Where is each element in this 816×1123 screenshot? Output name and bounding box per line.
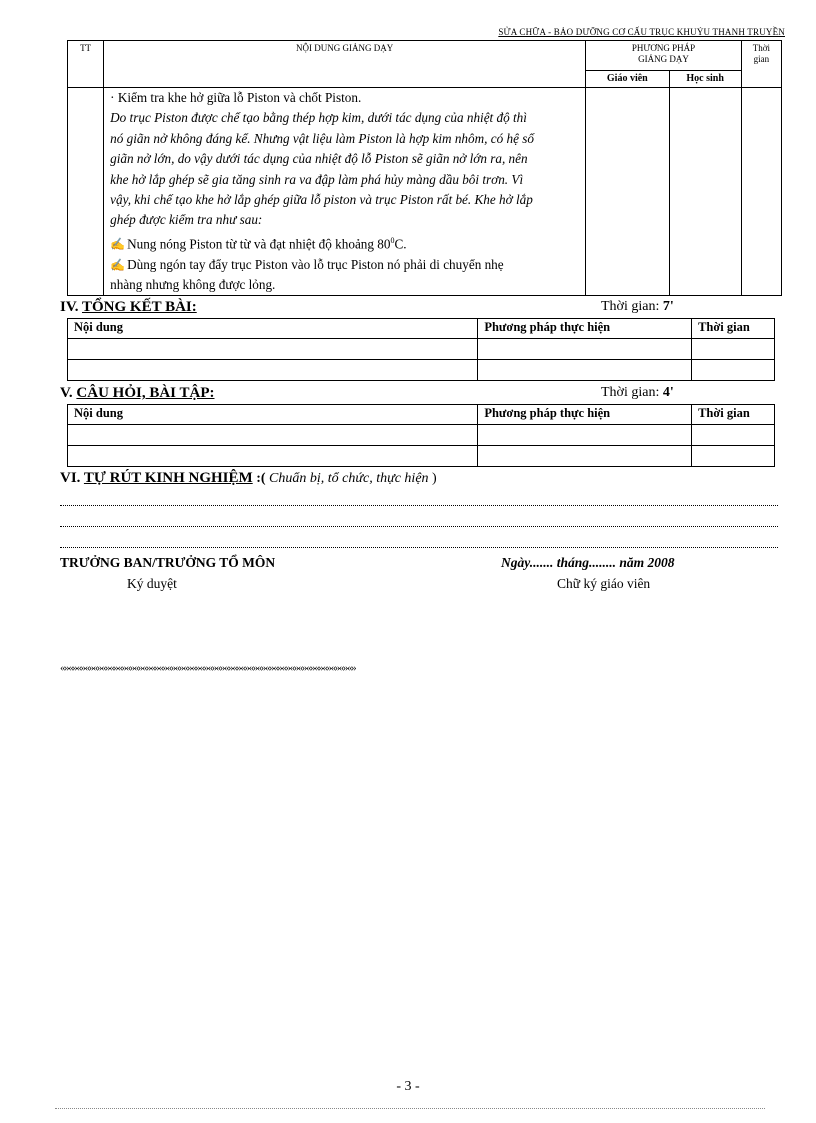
step-1-text: Nung nóng Piston từ từ và đạt nhiệt độ khoảng 80 [127, 236, 391, 252]
footer-line [55, 1108, 765, 1109]
section5-title: CÂU HỎI, BÀI TẬP: [76, 385, 215, 401]
section6-note-close: ) [428, 471, 437, 486]
col-time-line1: Thời [752, 43, 771, 53]
exercise-table [67, 404, 775, 467]
ornament-divider: «»«»«»«»«»«»«»«»«»«»«»«»«»«»«»«»«»«»«»«»«»«»«»«»«»«»«»«»«»«»«»«»«»«»«»«» [60, 662, 356, 674]
step-1-unit: C. [394, 236, 407, 252]
section6-numeral: VI. [60, 470, 81, 486]
teacher-method-cell [586, 88, 669, 296]
step-1 [110, 231, 581, 255]
time-cell [741, 88, 781, 296]
signature-left-title: TRƯỞNG BAN/TRƯỞNG TỔ MÔN [60, 555, 276, 570]
col-method-header: Phương pháp thực hiện [478, 405, 692, 425]
col-time-header: Thời gian [692, 405, 775, 425]
section5-numeral: V. [60, 385, 73, 401]
col-method-header: Phương pháp thực hiện [478, 319, 692, 339]
tt-cell [68, 88, 104, 296]
content-cell [104, 88, 586, 296]
step-2 [110, 255, 581, 275]
col-student-header: Học sinh [669, 71, 741, 88]
content-line: · Kiểm tra khe hở giữa lỗ Piston và chốt Piston. [110, 90, 362, 105]
content-line: khe hở lắp ghép sẽ gia tăng sinh ra va đập làm phá hủy màng dầu bôi trơn. Vì [110, 171, 524, 187]
step-1-sup: 0 [390, 235, 395, 245]
col-time-header [741, 41, 781, 88]
page-number: - 3 - [396, 1079, 420, 1094]
section4-time [601, 299, 674, 315]
table-row [68, 425, 775, 446]
col-content-header: Nội dung [68, 319, 478, 339]
student-method-cell [669, 88, 741, 296]
col-method-line2: GIẢNG DẠY [638, 54, 689, 64]
dotted-line [60, 526, 778, 528]
section6-note-open: :( [252, 471, 270, 486]
step-2-cont: nhàng nhưng không được lỏng. [110, 277, 276, 293]
section6-title: TỰ RÚT KINH NGHIỆM [83, 470, 253, 486]
signature-left-sub: Ký duyệt [127, 576, 177, 591]
dotted-line [60, 547, 778, 549]
col-teacher-header: Giáo viên [586, 71, 669, 88]
content-line: giãn nở lớn, do vậy dưới tác dụng của nhiệt độ lỗ Piston sẽ giãn nở lớn ra, nên [110, 151, 528, 167]
section4-time-label: Thời gian: [601, 299, 660, 314]
section5-time-label: Thời gian: [601, 385, 660, 400]
table-row [68, 360, 775, 381]
table-row [68, 339, 775, 360]
signature-right-sub: Chữ ký giáo viên [557, 576, 651, 591]
col-time-header: Thời gian [692, 319, 775, 339]
pen-bullet-icon: ✍ [110, 237, 126, 252]
section5-heading [60, 385, 214, 402]
header-title: SỬA CHỮA - BẢO DƯỠNG CƠ CẤU TRỤC KHUỶU THANH TRUYỀN [498, 27, 785, 37]
section6-heading [60, 470, 437, 487]
pen-bullet-icon: ✍ [110, 257, 126, 272]
dotted-line [60, 505, 778, 507]
col-method-header [586, 41, 742, 71]
section5-time [601, 385, 674, 401]
section4-title: TỔNG KẾT BÀI: [81, 299, 197, 315]
col-tt-header: TT [68, 41, 104, 88]
lesson-table [67, 40, 782, 296]
section4-heading [60, 299, 197, 316]
section6-note: Chuẩn bị, tổ chức, thực hiện [269, 471, 429, 486]
summary-table [67, 318, 775, 381]
section4-numeral: IV. [60, 299, 79, 315]
section4-time-value: 7' [662, 299, 674, 314]
step-2-text: Dùng ngón tay đẩy trục Piston vào lỗ trục Piston nó phải di chuyển nhẹ [127, 256, 504, 272]
section5-time-value: 4' [662, 385, 674, 400]
content-line: nó giãn nở không đáng kể. Nhưng vật liệu làm Piston là hợp kim nhôm, có hệ số [110, 130, 534, 146]
content-line: vậy, khi chế tạo khe hở lắp ghép giữa lỗ piston và trục Piston rất bé. Khe hở lắp [110, 192, 533, 208]
col-content-header: Nội dung [68, 405, 478, 425]
signature-date: Ngày....... tháng........ năm 2008 [501, 555, 675, 570]
col-content-header: NỘI DUNG GIẢNG DẠY [104, 41, 586, 88]
content-line: Do trục Piston được chế tạo bằng thép hợp kim, dưới tác dụng của nhiệt độ thì [110, 110, 527, 126]
content-line: ghép được kiểm tra như sau: [110, 212, 263, 228]
col-method-line1: PHƯƠNG PHÁP [631, 43, 696, 53]
col-time-line2: gian [753, 54, 770, 64]
table-row [68, 446, 775, 467]
